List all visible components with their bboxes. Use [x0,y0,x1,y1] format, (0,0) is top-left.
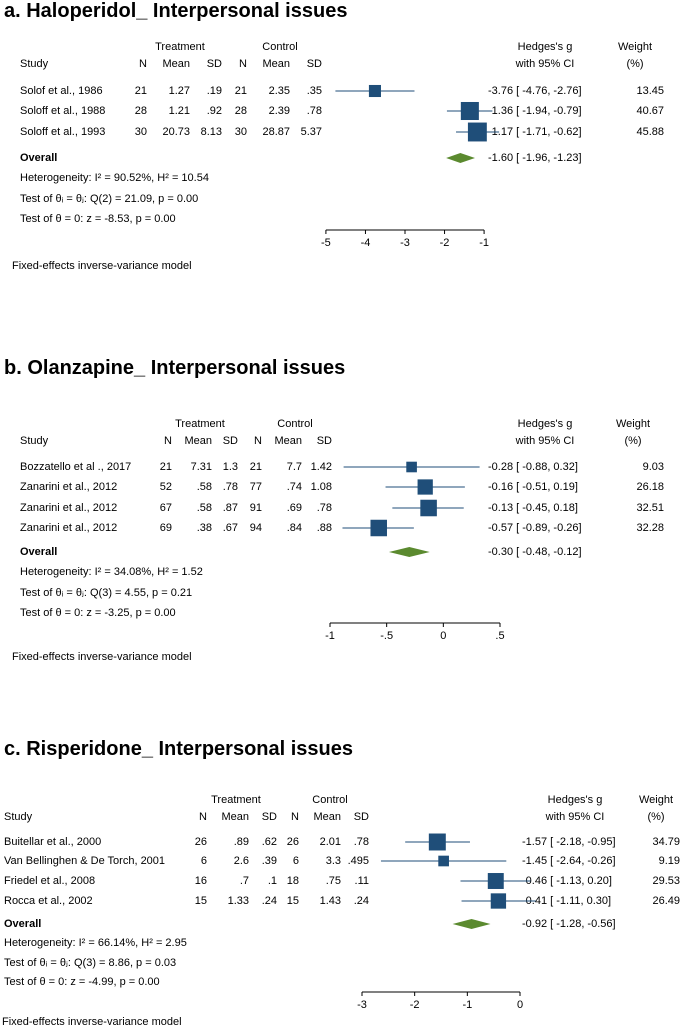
control-header: Control [277,418,313,430]
treatment-mean: 1.33 [227,895,249,907]
panel-title: a. Haloperidol_ Interpersonal issues [4,0,348,22]
x-tick-label: -3 [357,999,367,1011]
effect-ci: -0.16 [ -0.51, 0.19] [488,481,578,493]
weight-value: 32.51 [636,502,664,514]
weight-value: 9.03 [642,461,664,473]
col-weight1: Weight [615,418,651,430]
heterogeneity: Heterogeneity: I² = 34.08%, H² = 1.52 [20,566,203,578]
study-name: Solof et al., 1986 [20,85,103,97]
control-mean: 7.7 [286,461,302,473]
panel-title: b. Olanzapine_ Interpersonal issues [4,357,346,379]
effect-ci: -0.13 [ -0.45, 0.18] [488,502,578,514]
weight-value: 9.19 [658,855,680,867]
col-tsd: SD [222,435,238,447]
treatment-n: 21 [134,85,147,97]
x-tick-label: -3 [400,237,410,249]
study-name: Bozzatello et al ., 2017 [20,461,132,473]
col-study: Study [20,58,49,70]
study-square [438,856,449,867]
effect-ci: -1.17 [ -1.71, -0.62] [488,126,582,138]
treatment-sd: .62 [261,836,277,848]
treatment-mean: .38 [196,522,212,534]
study-name: Soloff et al., 1988 [20,105,106,117]
col-cmean: Mean [313,811,341,823]
test-theta-i: Test of θᵢ = θⱼ: Q(2) = 21.09, p = 0.00 [20,193,199,205]
control-header: Control [312,794,348,806]
control-n: 15 [286,895,299,907]
col-cn: N [254,435,262,447]
effect-ci: -3.76 [ -4.76, -2.76] [488,85,582,97]
weight-value: 26.49 [652,895,680,907]
col-study: Study [4,811,33,823]
treatment-header: Treatment [155,41,205,53]
x-tick-label: -4 [360,237,371,249]
x-tick-label: -5 [321,237,331,249]
control-sd: .11 [354,875,369,887]
col-weight2: (%) [626,58,644,70]
col-effect1: Hedges's g [517,41,573,53]
study-name: Friedel et al., 2008 [4,875,96,887]
treatment-n: 21 [159,461,172,473]
col-effect2: with 95% CI [515,58,575,70]
overall-ci: -0.30 [ -0.48, -0.12] [488,546,582,558]
control-mean: 2.39 [268,105,290,117]
control-sd: .24 [353,895,369,907]
heterogeneity: Heterogeneity: I² = 66.14%, H² = 2.95 [4,937,187,949]
col-csd: SD [316,435,332,447]
col-effect2: with 95% CI [545,811,605,823]
col-effect2: with 95% CI [515,435,575,447]
treatment-mean: .7 [239,875,249,887]
overall-diamond [453,919,491,929]
study-square [406,462,417,473]
control-sd: 5.37 [300,126,322,138]
weight-value: 34.79 [652,836,680,848]
weight-value: 40.67 [636,105,664,117]
col-tsd: SD [261,811,277,823]
test-theta-0: Test of θ = 0: z = -8.53, p = 0.00 [20,213,176,225]
effect-ci: -1.57 [ -2.18, -0.95] [522,836,616,848]
treatment-mean: 2.6 [233,855,249,867]
control-sd: .88 [316,522,332,534]
overall-diamond [446,153,475,163]
treatment-n: 69 [159,522,172,534]
col-cmean: Mean [262,58,290,70]
treatment-n: 6 [200,855,207,867]
treatment-n: 28 [134,105,147,117]
treatment-sd: .1 [267,875,277,887]
treatment-header: Treatment [211,794,261,806]
control-n: 30 [234,126,247,138]
control-mean: 2.01 [319,836,341,848]
control-sd: .78 [306,105,322,117]
x-tick-label: .5 [495,630,505,642]
model-note: Fixed-effects inverse-variance model [2,1016,182,1028]
control-n: 77 [249,481,262,493]
control-n: 91 [249,502,262,514]
x-tick-label: -1 [479,237,489,249]
overall-ci: -1.60 [ -1.96, -1.23] [488,152,582,164]
effect-ci: -1.36 [ -1.94, -0.79] [488,105,582,117]
treatment-sd: .78 [222,481,238,493]
treatment-mean: 7.31 [190,461,212,473]
overall-diamond [389,547,430,557]
treatment-n: 30 [134,126,147,138]
x-tick-label: -2 [409,999,420,1011]
control-n: 18 [286,875,299,887]
treatment-sd: 1.3 [222,461,238,473]
study-square [488,873,504,889]
weight-value: 26.18 [636,481,664,493]
x-tick-label: -2 [439,237,450,249]
test-theta-0: Test of θ = 0: z = -4.99, p = 0.00 [4,976,160,988]
test-theta-i: Test of θᵢ = θⱼ: Q(3) = 4.55, p = 0.21 [20,587,193,599]
treatment-sd: .67 [222,522,238,534]
test-theta-i: Test of θᵢ = θⱼ: Q(3) = 8.86, p = 0.03 [4,957,177,969]
control-n: 21 [234,85,247,97]
col-tn: N [139,58,147,70]
treatment-sd: 8.13 [200,126,222,138]
treatment-mean: .58 [196,502,212,514]
col-tsd: SD [206,58,222,70]
control-header: Control [262,41,298,53]
col-tmean: Mean [221,811,249,823]
col-weight2: (%) [624,435,642,447]
study-square [370,520,386,536]
control-sd: .78 [353,836,369,848]
control-mean: .84 [286,522,302,534]
control-mean: 3.3 [325,855,341,867]
col-effect1: Hedges's g [547,794,603,806]
col-effect1: Hedges's g [517,418,573,430]
treatment-sd: .19 [206,85,222,97]
overall-label: Overall [20,152,58,164]
study-square [420,500,437,517]
x-tick-label: -.5 [380,630,394,642]
control-n: 26 [286,836,299,848]
control-sd: 1.42 [310,461,332,473]
treatment-n: 52 [159,481,172,493]
col-csd: SD [353,811,369,823]
control-mean: .74 [286,481,302,493]
study-square [429,834,446,851]
col-cn: N [239,58,247,70]
col-cmean: Mean [274,435,302,447]
col-weight2: (%) [647,811,665,823]
heterogeneity: Heterogeneity: I² = 90.52%, H² = 10.54 [20,172,209,184]
effect-ci: -0.57 [ -0.89, -0.26] [488,522,582,534]
control-n: 6 [292,855,299,867]
treatment-mean: .89 [233,836,249,848]
panel-title: c. Risperidone_ Interpersonal issues [4,738,354,760]
col-tn: N [164,435,172,447]
model-note: Fixed-effects inverse-variance model [12,260,192,272]
control-mean: 1.43 [319,895,341,907]
x-tick-label: 0 [440,630,447,642]
study-name: Zanarini et al., 2012 [20,522,118,534]
control-sd: .78 [316,502,332,514]
study-name: Buitellar et al., 2000 [4,836,102,848]
control-mean: 28.87 [262,126,290,138]
control-n: 28 [234,105,247,117]
treatment-n: 67 [159,502,172,514]
study-name: Zanarini et al., 2012 [20,481,118,493]
treatment-mean: 20.73 [162,126,190,138]
weight-value: 13.45 [636,85,664,97]
weight-value: 29.53 [652,875,680,887]
study-name: Zanarini et al., 2012 [20,502,118,514]
treatment-header: Treatment [175,418,225,430]
test-theta-0: Test of θ = 0: z = -3.25, p = 0.00 [20,607,176,619]
study-square [468,123,487,142]
study-square [369,85,381,97]
effect-ci: -1.45 [ -2.64, -0.26] [522,855,616,867]
study-name: Van Bellinghen & De Torch, 2001 [4,855,166,867]
study-name: Rocca et al., 2002 [4,895,93,907]
effect-ci: -0.41 [ -1.11, 0.30] [522,895,612,907]
treatment-n: 15 [194,895,207,907]
col-study: Study [20,435,49,447]
control-n: 21 [249,461,262,473]
control-n: 94 [249,522,262,534]
treatment-sd: .92 [206,105,222,117]
control-mean: .69 [286,502,302,514]
model-note: Fixed-effects inverse-variance model [12,651,192,663]
treatment-n: 16 [194,875,207,887]
overall-ci: -0.92 [ -1.28, -0.56] [522,918,616,930]
study-square [491,893,506,908]
col-tmean: Mean [162,58,190,70]
treatment-sd: .87 [222,502,238,514]
col-csd: SD [306,58,322,70]
control-sd: .495 [347,855,369,867]
col-weight1: Weight [617,41,653,53]
x-tick-label: -1 [462,999,473,1011]
weight-value: 45.88 [636,126,664,138]
x-tick-label: -1 [325,630,335,642]
effect-ci: -0.46 [ -1.13, 0.20] [522,875,612,887]
treatment-sd: .24 [261,895,277,907]
study-square [418,479,433,494]
control-mean: 2.35 [268,85,290,97]
study-name: Soloff et al., 1993 [20,126,106,138]
treatment-mean: 1.27 [168,85,190,97]
treatment-mean: .58 [196,481,212,493]
weight-value: 32.28 [636,522,664,534]
overall-label: Overall [4,918,42,930]
effect-ci: -0.28 [ -0.88, 0.32] [488,461,578,473]
overall-label: Overall [20,546,58,558]
control-sd: .35 [306,85,322,97]
study-square [461,102,479,120]
col-weight1: Weight [638,794,674,806]
col-cn: N [291,811,299,823]
col-tn: N [199,811,207,823]
treatment-mean: 1.21 [168,105,190,117]
control-mean: .75 [325,875,341,887]
x-tick-label: 0 [516,999,524,1011]
treatment-sd: .39 [261,855,277,867]
treatment-n: 26 [194,836,207,848]
control-sd: 1.08 [310,481,332,493]
col-tmean: Mean [184,435,212,447]
